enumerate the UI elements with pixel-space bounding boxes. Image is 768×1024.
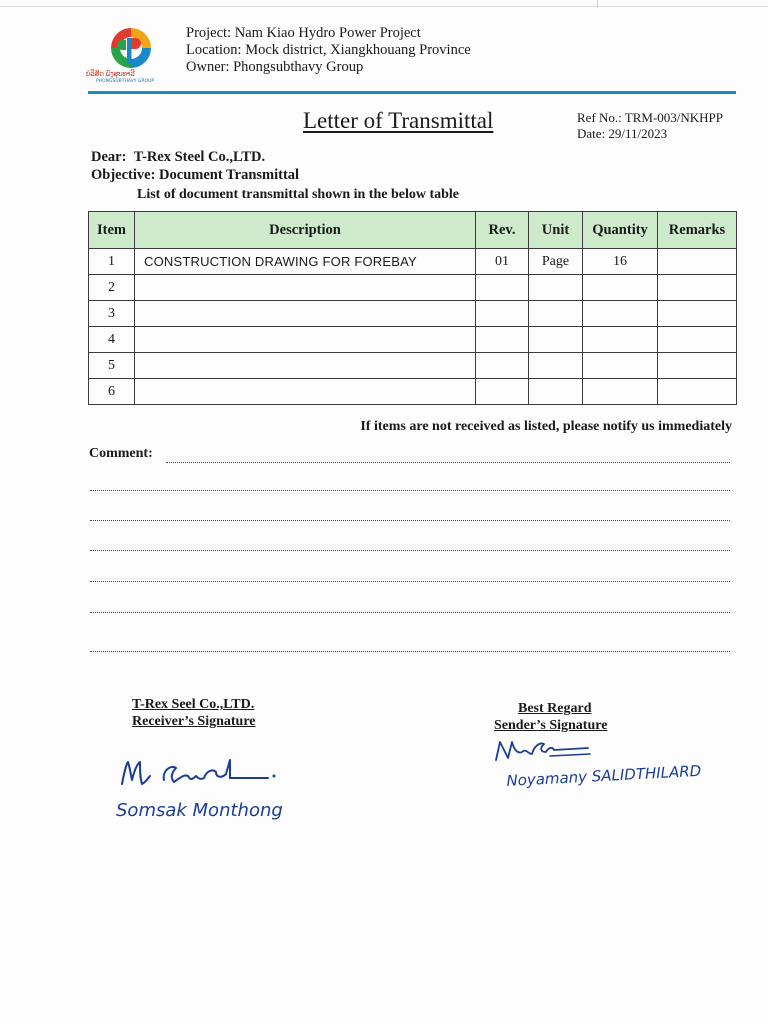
letter-date: Date: 29/11/2023 bbox=[577, 126, 668, 141]
cell-revision: 01 bbox=[476, 249, 529, 275]
sender-greeting: Best Regard bbox=[518, 701, 592, 716]
cell-unit bbox=[529, 379, 583, 405]
reference-number: Ref No.: TRM-003/NKHPP bbox=[577, 110, 724, 125]
document-title: Letter of Transmittal bbox=[303, 108, 494, 133]
comment-line bbox=[166, 462, 730, 463]
cell-quantity bbox=[583, 275, 658, 301]
cell-item: 6 bbox=[89, 379, 135, 405]
cell-quantity bbox=[583, 353, 658, 379]
cell-unit bbox=[529, 275, 583, 301]
comment-label: Comment: bbox=[89, 446, 153, 461]
sender-signature-caption: Sender’s Signature bbox=[494, 718, 608, 733]
list-note: List of document transmittal shown in the below table bbox=[137, 187, 460, 202]
table-row bbox=[89, 301, 737, 327]
cell-revision bbox=[476, 327, 529, 353]
dear-label: Dear: bbox=[91, 149, 127, 165]
comment-line bbox=[90, 651, 730, 652]
table-header-row bbox=[89, 212, 737, 249]
receiver-signature-caption: Receiver’s Signature bbox=[132, 714, 256, 729]
owner-line: Owner: Phongsubthavy Group bbox=[186, 59, 364, 75]
column-header-unit: Unit bbox=[529, 212, 583, 249]
cell-remarks bbox=[658, 353, 737, 379]
logo-caption-en: PHONGSUBTHAVY GROUP bbox=[96, 79, 155, 84]
comment-line bbox=[90, 520, 730, 521]
location-line: Location: Mock district, Xiangkhouang Province bbox=[186, 42, 471, 58]
scan-edge-mark bbox=[597, 0, 598, 8]
table-row bbox=[89, 379, 737, 405]
cell-quantity bbox=[583, 301, 658, 327]
salutation bbox=[91, 149, 265, 166]
cell-description bbox=[135, 275, 476, 301]
sender-signature-mark bbox=[492, 738, 592, 764]
table-row bbox=[89, 353, 737, 379]
cell-item: 1 bbox=[89, 249, 135, 275]
column-header-item: Item bbox=[89, 212, 135, 249]
column-header-quantity: Quantity bbox=[583, 212, 658, 249]
comment-line bbox=[90, 612, 730, 613]
sender-handwritten-name: Noyamany SALIDTHILARD bbox=[506, 761, 702, 790]
objective-value: Document Transmittal bbox=[159, 167, 300, 183]
cell-revision bbox=[476, 379, 529, 405]
cell-description: CONSTRUCTION DRAWING FOR FOREBAY bbox=[135, 249, 476, 275]
transmittal-table bbox=[88, 211, 737, 405]
cell-description bbox=[135, 327, 476, 353]
cell-item: 2 bbox=[89, 275, 135, 301]
cell-remarks bbox=[658, 301, 737, 327]
cell-remarks bbox=[658, 275, 737, 301]
cell-unit bbox=[529, 353, 583, 379]
cell-unit bbox=[529, 301, 583, 327]
comment-line bbox=[90, 581, 730, 582]
cell-quantity bbox=[583, 379, 658, 405]
cell-remarks bbox=[658, 327, 737, 353]
cell-item: 5 bbox=[89, 353, 135, 379]
cell-revision bbox=[476, 301, 529, 327]
cell-description bbox=[135, 301, 476, 327]
table-row bbox=[89, 275, 737, 301]
cell-quantity: 16 bbox=[583, 249, 658, 275]
cell-item: 4 bbox=[89, 327, 135, 353]
table-row bbox=[89, 327, 737, 353]
comment-line bbox=[90, 550, 730, 551]
objective bbox=[91, 167, 299, 184]
notice-text: If items are not received as listed, please notify us immediately bbox=[360, 419, 732, 434]
receiver-signature-mark bbox=[118, 754, 278, 794]
column-header-description: Description bbox=[135, 212, 476, 249]
scan-top-edge bbox=[0, 0, 768, 7]
column-header-remarks: Remarks bbox=[658, 212, 737, 249]
comment-line bbox=[90, 490, 730, 491]
cell-unit: Page bbox=[529, 249, 583, 275]
cell-description bbox=[135, 379, 476, 405]
receiver-company: T-Rex Seel Co.,LTD. bbox=[132, 697, 255, 712]
cell-quantity bbox=[583, 327, 658, 353]
table-row bbox=[89, 249, 737, 275]
receiver-handwritten-name: Somsak Monthong bbox=[116, 800, 283, 821]
cell-revision bbox=[476, 353, 529, 379]
cell-revision bbox=[476, 275, 529, 301]
column-header-revision: Rev. bbox=[476, 212, 529, 249]
logo-caption-lao: ບໍລິສັດ ພົງສຸບທາວີ bbox=[86, 70, 135, 78]
recipient-name: T-Rex Steel Co.,LTD. bbox=[133, 149, 266, 165]
cell-description bbox=[135, 353, 476, 379]
cell-unit bbox=[529, 327, 583, 353]
project-line: Project: Nam Kiao Hydro Power Project bbox=[186, 25, 421, 41]
objective-label: Objective: bbox=[91, 167, 156, 183]
cell-item: 3 bbox=[89, 301, 135, 327]
cell-remarks bbox=[658, 249, 737, 275]
cell-remarks bbox=[658, 379, 737, 405]
header-rule bbox=[88, 91, 736, 94]
